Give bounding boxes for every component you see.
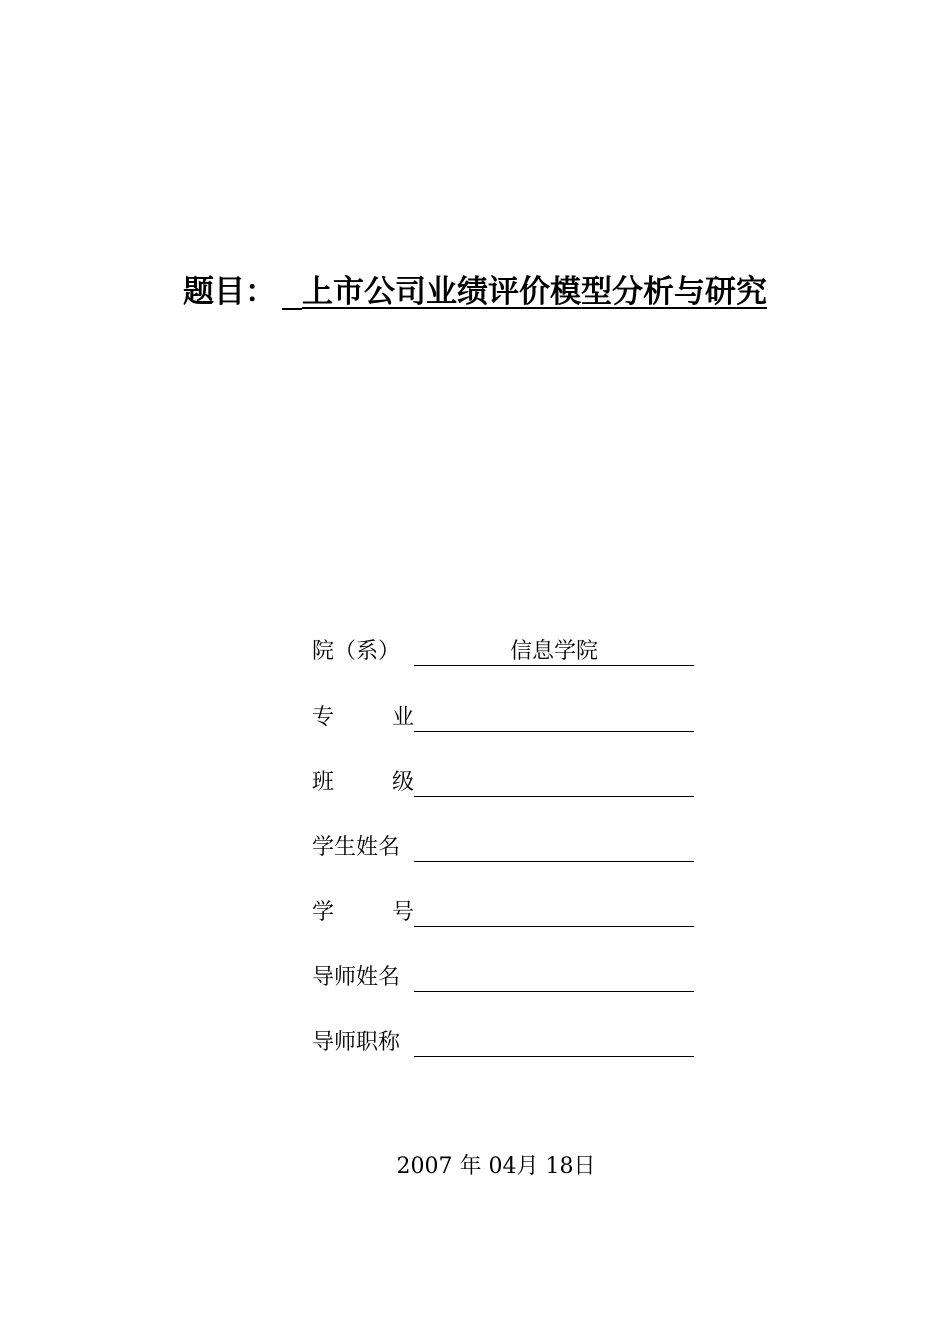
date-year-unit: 年 <box>459 1154 482 1179</box>
student-id-row <box>312 896 702 930</box>
advisor-name-label: 导师姓名 <box>312 965 401 990</box>
class-row <box>312 766 702 800</box>
student-id-label <box>312 896 414 930</box>
student-id-label-left: 学 <box>312 900 335 925</box>
date-month-unit: 月 <box>516 1154 539 1179</box>
advisor-title-label: 导师职称 <box>312 1030 401 1055</box>
advisor-title-field[interactable] <box>414 1026 694 1057</box>
submission-date <box>0 1150 950 1184</box>
advisor-title-row <box>312 1026 702 1060</box>
date-day-unit: 日 <box>573 1154 596 1179</box>
student-name-row <box>312 831 702 865</box>
major-row <box>312 701 702 735</box>
student-id-label-right: 号 <box>391 900 414 925</box>
advisor-name-row <box>312 961 702 995</box>
title-prefix: 题目： <box>183 274 276 310</box>
major-label <box>312 701 414 735</box>
major-label-right: 业 <box>391 705 414 730</box>
department-label: 院（系） <box>312 639 401 664</box>
major-field[interactable] <box>414 701 694 732</box>
major-label-left: 专 <box>312 705 335 730</box>
advisor-name-field[interactable] <box>414 961 694 992</box>
student-id-field[interactable] <box>414 896 694 927</box>
title-underline-gap <box>282 268 302 310</box>
date-month: 04 <box>488 1154 517 1179</box>
department-row <box>312 635 702 669</box>
class-label-left: 班 <box>312 770 335 795</box>
title-topic: 上市公司业绩评价模型分析与研究 <box>302 274 767 310</box>
department-field[interactable]: 信息学院 <box>414 635 694 666</box>
date-year: 2007 <box>396 1154 453 1179</box>
student-name-label: 学生姓名 <box>312 835 401 860</box>
class-label-right: 级 <box>391 770 414 795</box>
class-field[interactable] <box>414 766 694 797</box>
class-label <box>312 766 414 800</box>
student-name-field[interactable] <box>414 831 694 862</box>
date-day: 18 <box>545 1154 574 1179</box>
thesis-title <box>0 268 950 316</box>
